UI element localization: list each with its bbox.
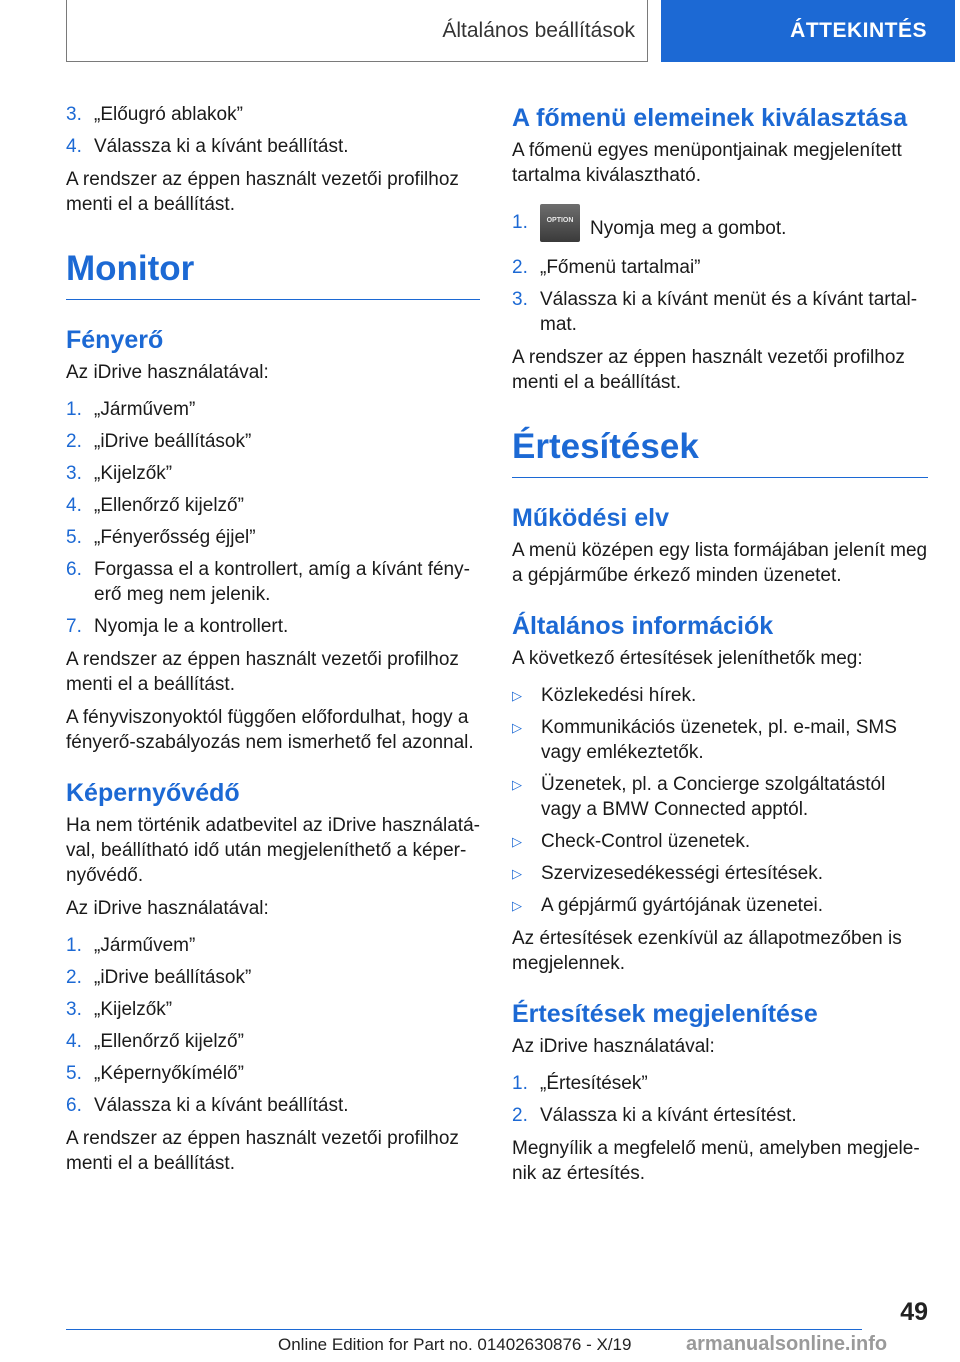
option-button-icon: OPTION: [540, 204, 580, 242]
step-text: „iDrive beállítások”: [94, 967, 252, 988]
list-item: [66, 1029, 480, 1054]
paragraph: A következő értesítések jeleníthetők meg:: [512, 648, 863, 669]
step-text: „Előugró ablakok”: [94, 104, 243, 125]
list-item: [512, 287, 928, 337]
heading-principle: Működési elv: [512, 504, 669, 532]
list-item: [512, 829, 928, 854]
bullet-text: Szervizesedékességi értesítések.: [541, 863, 823, 884]
list-item: [512, 255, 928, 280]
step-number: 4.: [66, 136, 82, 157]
paragraph: Ha nem történik adatbevitel az iDrive használatával, beállítható idő után megjeleníthető a képernyővédő.: [66, 815, 480, 886]
step-number: 2.: [512, 1105, 528, 1126]
step-number: 1.: [512, 212, 528, 233]
step-text: „Járművem”: [94, 399, 196, 420]
heading-brightness: Fényerő: [66, 326, 164, 354]
heading-monitor: Monitor: [66, 247, 480, 300]
list-item: [66, 525, 480, 550]
step-number: 5.: [66, 1063, 82, 1084]
paragraph: A rendszer az éppen használt vezetői profilhoz menti el a beállítást.: [66, 1128, 459, 1174]
brightness-steps: [66, 397, 480, 639]
list-item: [512, 683, 928, 708]
display-steps: [512, 1071, 928, 1128]
step-text: „Kijelzők”: [94, 463, 173, 484]
step-number: 6.: [66, 1095, 82, 1116]
triangle-bullet-icon: ▷: [512, 898, 522, 913]
step-number: 3.: [66, 999, 82, 1020]
step-number: 4.: [66, 495, 82, 516]
paragraph: Az iDrive használatával:: [66, 362, 269, 383]
list-item: [66, 429, 480, 454]
list-item: [66, 997, 480, 1022]
heading-general: Általános információk: [512, 612, 774, 640]
list-item: [512, 715, 928, 765]
step-text: Válassza ki a kívánt beállítást.: [94, 136, 349, 157]
list-item: [66, 102, 480, 127]
triangle-bullet-icon: ▷: [512, 777, 522, 792]
step-text: „Értesítések”: [540, 1073, 648, 1094]
page-header: [0, 0, 960, 66]
paragraph: Az iDrive használatával:: [66, 898, 269, 919]
list-item: [66, 933, 480, 958]
list-item: [512, 893, 928, 918]
step-text: „Ellenőrző kijelző”: [94, 495, 244, 516]
step-text: Válassza ki a kívánt értesítést.: [540, 1105, 797, 1126]
bullet-text: A gépjármű gyártójának üzenetei.: [541, 895, 824, 916]
step-number: 3.: [66, 104, 82, 125]
section-tab: Általános beállítások: [66, 0, 648, 62]
top-steps: [66, 102, 480, 159]
heading-mainmenu: A főmenü elemeinek kiválasztása: [512, 104, 908, 132]
step-text: „Kijelzők”: [94, 999, 173, 1020]
step-number: 6.: [66, 559, 82, 580]
step-number: 2.: [66, 431, 82, 452]
edition-text: Online Edition for Part no. 01402630876 - X/19: [278, 1335, 632, 1354]
step-number: 1.: [66, 935, 82, 956]
paragraph: A rendszer az éppen használt vezetői profilhoz menti el a beállítást.: [512, 347, 905, 393]
list-item: [512, 210, 928, 248]
paragraph: Az értesítések ezenkívül az állapotmezőben is megjelennek.: [512, 928, 902, 974]
paragraph: A főmenü egyes menüpontjainak megjelenített tartalma kiválasztható.: [512, 140, 902, 186]
step-text: „Ellenőrző kijelző”: [94, 1031, 244, 1052]
triangle-bullet-icon: ▷: [512, 834, 522, 849]
list-item: [66, 493, 480, 518]
step-text: „Járművem”: [94, 935, 196, 956]
list-item: [512, 1071, 928, 1096]
step-text: „Főmenü tartalmai”: [540, 257, 701, 278]
step-text: Nyomja le a kontrollert.: [94, 616, 289, 637]
step-text: „Fényerősség éjjel”: [94, 527, 256, 548]
step-text: „Képernyőkímélő”: [94, 1063, 244, 1084]
list-item: [66, 965, 480, 990]
step-number: 2.: [66, 967, 82, 988]
step-number: 3.: [512, 289, 528, 310]
bullet-text: Üzenetek, pl. a Concierge szolgáltatástól vagy a BMW Connected apptól.: [541, 774, 886, 820]
step-number: 1.: [512, 1073, 528, 1094]
list-item: [512, 772, 928, 822]
step-number: 7.: [66, 616, 82, 637]
triangle-bullet-icon: ▷: [512, 688, 522, 703]
chapter-tab: ÁTTEKINTÉS: [661, 0, 955, 62]
left-column: [66, 102, 480, 1184]
paragraph: A fényviszonyoktól függően előfordulhat, hogy a fényerő-szabályozás nem ismerhető fel azonnal.: [66, 707, 474, 753]
page-number: 49: [900, 1298, 928, 1326]
step-number: 2.: [512, 257, 528, 278]
list-item: [66, 1093, 480, 1118]
step-text: Válassza ki a kívánt beállítást.: [94, 1095, 349, 1116]
paragraph: Az iDrive használatával:: [512, 1036, 715, 1057]
mainmenu-steps: [512, 210, 928, 337]
step-text: Forgassa el a kontrollert, amíg a kívánt fényerő meg nem jelenik.: [94, 559, 470, 605]
heading-notifications: Értesítések: [512, 425, 928, 478]
watermark: armanualsonline.info: [686, 1333, 888, 1355]
heading-screensaver: Képernyővédő: [66, 779, 240, 807]
list-item: [512, 861, 928, 886]
step-number: 5.: [66, 527, 82, 548]
bullet-text: Közlekedési hírek.: [541, 685, 697, 706]
paragraph: A rendszer az éppen használt vezetői profilhoz menti el a beállítást.: [66, 169, 459, 215]
right-column: [512, 102, 928, 1194]
list-item: [66, 1061, 480, 1086]
bullet-text: Kommunikációs üzenetek, pl. e-mail, SMS vagy emlékeztetők.: [541, 717, 897, 763]
list-item: [66, 461, 480, 486]
heading-display: Értesítések megjelenítése: [512, 1000, 818, 1028]
step-number: 1.: [66, 399, 82, 420]
bullet-text: Check-Control üzenetek.: [541, 831, 751, 852]
step-number: 4.: [66, 1031, 82, 1052]
step-text: „iDrive beállítások”: [94, 431, 252, 452]
step-text: Nyomja meg a gombot.: [590, 218, 787, 240]
triangle-bullet-icon: ▷: [512, 866, 522, 881]
list-item: [66, 557, 480, 607]
triangle-bullet-icon: ▷: [512, 720, 522, 735]
step-number: 3.: [66, 463, 82, 484]
paragraph: Megnyílik a megfelelő menü, amelyben megjelenik az értesítés.: [512, 1138, 920, 1184]
paragraph: A menü középen egy lista formájában jelenít meg a gépjárműbe érkező minden üzenetet.: [512, 540, 928, 586]
list-item: [66, 397, 480, 422]
step-text: Válassza ki a kívánt menüt és a kívánt tartalmat.: [540, 289, 918, 335]
paragraph: A rendszer az éppen használt vezetői profilhoz menti el a beállítást.: [66, 649, 459, 695]
list-item: [66, 134, 480, 159]
list-item: [512, 1103, 928, 1128]
screensaver-steps: [66, 933, 480, 1118]
list-item: [66, 614, 480, 639]
footer-divider: [66, 1329, 862, 1330]
notification-types: [512, 683, 928, 918]
